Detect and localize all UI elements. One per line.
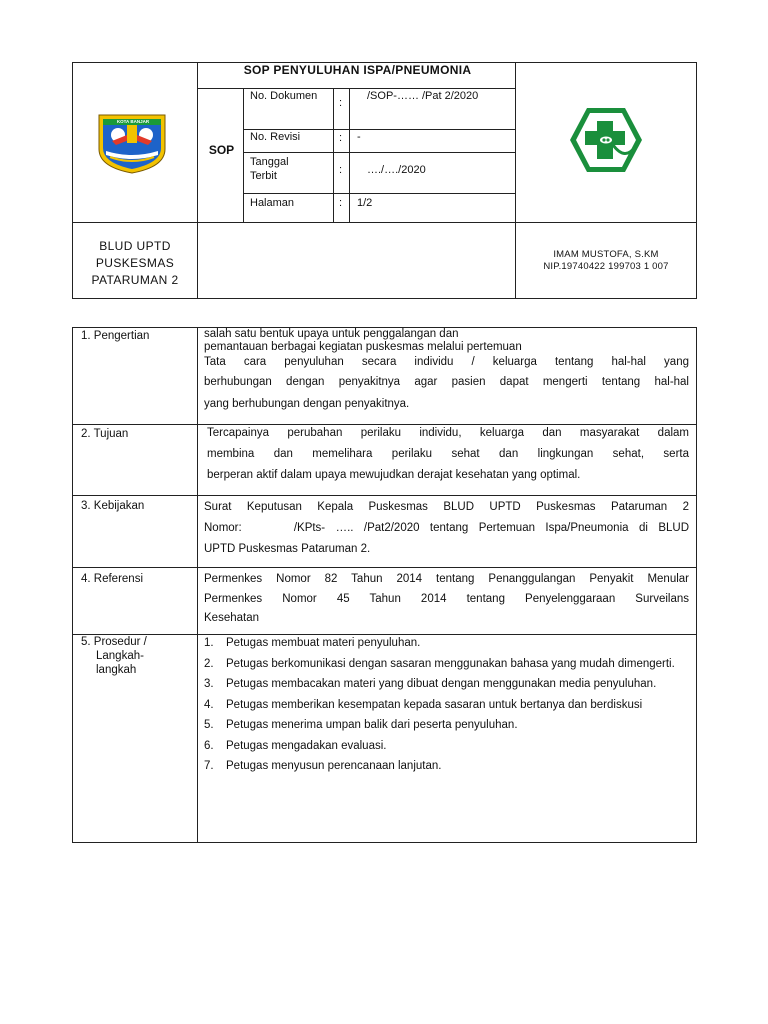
field-colon: :	[339, 197, 343, 209]
text-line: Nomor: /KPts- ….. /Pat2/2020 tentang Pertemuan Ispa/Pneumonia di BLUD	[204, 522, 689, 534]
list-item	[204, 715, 690, 736]
text-line: UPTD Puskesmas Pataruman 2.	[204, 543, 371, 555]
organization-name	[73, 238, 197, 289]
step-number: 6.	[204, 739, 214, 752]
signer-nip: NIP.19740422 199703 1 007	[543, 261, 669, 272]
section-label-kebijakan: 3. Kebijakan	[81, 500, 145, 512]
text-line: Permenkes Nomor 82 Tahun 2014 tentang Penanggulangan Penyakit Menular	[204, 573, 689, 585]
step-number: 2.	[204, 657, 214, 670]
org-line: PATARUMAN 2	[91, 273, 179, 287]
field-label-halaman: Halaman	[250, 197, 295, 209]
sop-label: SOP	[208, 143, 235, 157]
text-line: Kesehatan	[204, 612, 259, 624]
signer-name: IMAM MUSTOFA, S.KM	[553, 249, 659, 260]
section-body-kebijakan	[204, 497, 689, 560]
text-line: yang berhubungan dengan penyakitnya.	[204, 398, 410, 410]
text-line: Tercapainya perubahan perilaku individu, keluarga dan masyarakat dalam	[207, 427, 689, 439]
text-line: pemantauan berbagai kegiatan puskesmas melalui pertemuan	[204, 341, 522, 353]
step-number: 4.	[204, 698, 214, 711]
field-colon: :	[339, 97, 343, 109]
document-title: SOP PENYULUHAN ISPA/PNEUMONIA	[243, 63, 472, 77]
org-line: BLUD UPTD	[99, 239, 171, 253]
text-line: membina dan memelihara perilaku sehat dan lingkungan sehat, serta	[207, 448, 689, 460]
step-number: 7.	[204, 760, 214, 772]
text-line: berperan aktif dalam upaya mewujudkan derajat kesehatan yang optimal.	[207, 469, 581, 481]
field-value-tanggal-terbit: …./…./2020	[367, 164, 426, 176]
list-item	[204, 756, 690, 777]
step-text: Petugas membuat materi penyuluhan.	[226, 637, 421, 649]
list-item	[204, 654, 690, 675]
section-label-prosedur	[81, 635, 147, 677]
field-colon: :	[339, 132, 343, 144]
section-label-pengertian: 1. Pengertian	[81, 330, 150, 342]
section-label-tujuan: 2. Tujuan	[81, 428, 129, 440]
section-body-referensi	[204, 569, 689, 627]
label-line: 5. Prosedur /	[81, 636, 147, 648]
field-label-no-dokumen: No. Dokumen	[250, 90, 318, 102]
text-line: berhubungan dengan penyakitnya agar pasien dapat mengerti tentang hal-hal	[204, 376, 689, 388]
step-number: 3.	[204, 678, 214, 690]
list-item	[204, 674, 690, 695]
label-line: langkah	[96, 664, 137, 676]
text-line: Surat Keputusan Kepala Puskesmas BLUD UPTD Puskesmas Pataruman 2	[204, 501, 689, 513]
step-number: 1.	[204, 637, 214, 649]
org-line: PUSKESMAS	[95, 256, 175, 270]
section-label-referensi: 4. Referensi	[81, 573, 144, 585]
field-label-no-revisi: No. Revisi	[250, 131, 301, 143]
section-body-tujuan	[207, 423, 689, 486]
section-body-pengertian	[204, 328, 689, 414]
step-text: Petugas menyusun perencanaan lanjutan.	[226, 760, 442, 772]
emblem-top-text: KOTA BANJAR	[116, 119, 150, 124]
list-item	[204, 736, 690, 757]
puskesmas-cross-logo-icon	[569, 107, 643, 173]
list-item	[204, 633, 690, 654]
label-line: Langkah-	[96, 650, 144, 662]
field-colon: :	[339, 164, 343, 176]
step-number: 5.	[204, 719, 214, 731]
field-label-tanggal-terbit: Tanggal Terbit	[250, 156, 289, 182]
text-line: Permenkes Nomor 45 Tahun 2014 tentang Penyelenggaraan Surveilans	[204, 593, 689, 605]
step-text: Petugas menerima umpan balik dari peserta penyuluhan.	[226, 719, 518, 731]
step-text: Petugas berkomunikasi dengan sasaran menggunakan bahasa yang mudah dimengerti.	[226, 657, 675, 670]
text-line: salah satu bentuk upaya untuk penggalangan dan	[204, 328, 459, 340]
procedure-steps	[204, 633, 690, 777]
signer-block	[516, 249, 696, 273]
banjar-city-emblem-icon	[96, 111, 168, 175]
field-value-no-revisi: -	[357, 131, 361, 143]
step-text: Petugas mengadakan evaluasi.	[226, 739, 387, 752]
step-text: Petugas memberikan kesempatan kepada sasaran untuk bertanya dan berdiskusi	[226, 698, 643, 711]
list-item	[204, 695, 690, 716]
field-value-halaman: 1/2	[357, 197, 373, 209]
step-text: Petugas membacakan materi yang dibuat dengan menggunakan media penyuluhan.	[226, 678, 657, 690]
text-line: Tata cara penyuluhan secara individu / keluarga tentang hal-hal yang	[204, 356, 689, 368]
field-value-no-dokumen: /SOP-…… /Pat 2/2020	[367, 90, 479, 102]
